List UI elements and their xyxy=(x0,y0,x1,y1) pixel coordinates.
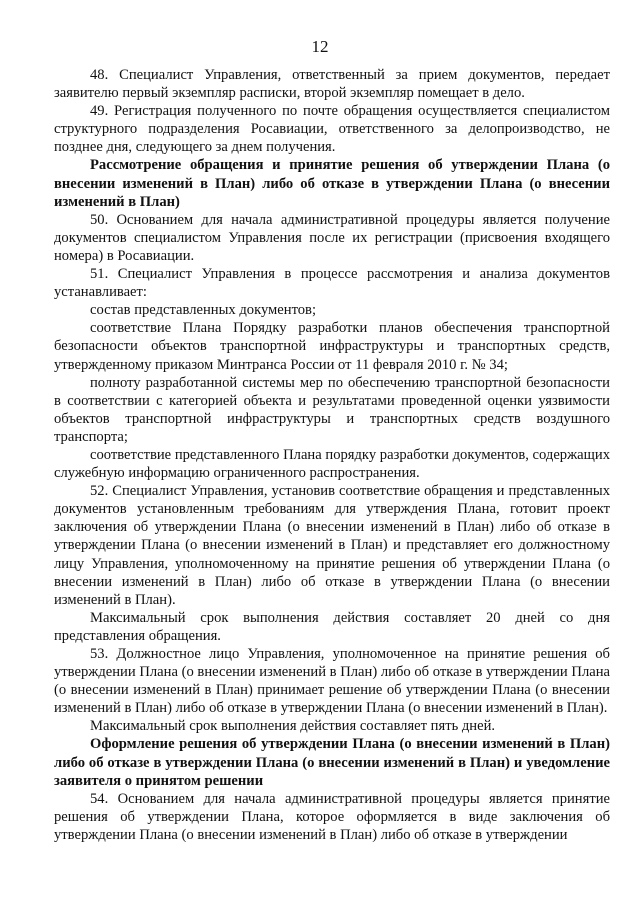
paragraph-52: 52. Специалист Управления, установив соответствие обращения и представленных документов установленным требованиям для утверждения Плана, готовит проект заключения об утверждении Плана (о внесении изменений в План) либо об отказе в утверждении Плана (о внесении изменений в План) и представляет его должностному лицу Управления, уполномоченному на принятие решения об утверждении Плана (о внесении изменений в План) либо об отказе в утверждении Плана (о внесении изменений в План). xyxy=(54,483,610,608)
deadline-note-53: Максимальный срок выполнения действия составляет пять дней. xyxy=(90,718,496,735)
list-item-composition: состав представленных документов; xyxy=(90,302,317,319)
section-heading-formalization: Оформление решения об утверждении Плана (о внесении изменений в План) либо об отказе в утверждении Плана (о внесении изменений в План) и уведомление заявителя о принятом решении xyxy=(54,736,610,789)
deadline-note-52: Максимальный срок выполнения действия составляет 20 дней со дня представления обращения. xyxy=(54,609,610,644)
paragraph-48: 48. Специалист Управления, ответственный за прием документов, передает заявителю первый экземпляр расписки, второй экземпляр помещает в дело. xyxy=(54,67,610,102)
list-item-document-compliance: соответствие представленного Плана порядку разработки документов, содержащих служебную информацию ограниченного распространения. xyxy=(54,446,610,482)
paragraph-50: 50. Основанием для начала административной процедуры является получение документов специалистом Управления после их регистрации (присвоения входящего номера) в Росавиации. xyxy=(54,211,610,264)
paragraph-54: 54. Основанием для начала административной процедуры является принятие решения об утверждении Плана, которое оформляется в виде заключения об утверждении Плана (о внесении изменений в План) либо об отказе в утверждении xyxy=(54,790,610,843)
paragraph-51: 51. Специалист Управления в процессе рассмотрения и анализа документов устанавливает: xyxy=(54,266,610,301)
page-number: 12 xyxy=(311,37,329,56)
paragraph-49: 49. Регистрация полученного по почте обращения осуществляется специалистом структурного подразделения Росавиации, ответственного за делопроизводство, не позднее дня, следующего за днем получения. xyxy=(54,103,610,156)
section-heading-review: Рассмотрение обращения и принятие решения об утверждении Плана (о внесении изменений в План) либо об отказе в утверждении Плана (о внесении изменений в План) xyxy=(54,157,610,210)
list-item-plan-compliance: соответствие Плана Порядку разработки планов обеспечения транспортной безопасности объектов транспортной инфраструктуры и транспортных средств, утвержденному приказом Минтранса России от 11 февраля 2010 г. № 34; xyxy=(54,320,610,373)
list-item-completeness: полноту разработанной системы мер по обеспечению транспортной безопасности в соответствии с категорией объекта и результатами проведенной оценки уязвимости объектов транспортной инфраструктуры и транспортных средств воздушного транспорта; xyxy=(54,374,610,445)
paragraph-53: 53. Должностное лицо Управления, уполномоченное на принятие решения об утверждении Плана (о внесении изменений в План) либо об отказе в утверждении Плана (о внесении изменений в План) принимает решение об утверждении Плана (о внесении изменений в План) либо об отказе в утверждении Плана (о внесении изменений в План). xyxy=(54,646,610,717)
document-body xyxy=(54,66,610,844)
